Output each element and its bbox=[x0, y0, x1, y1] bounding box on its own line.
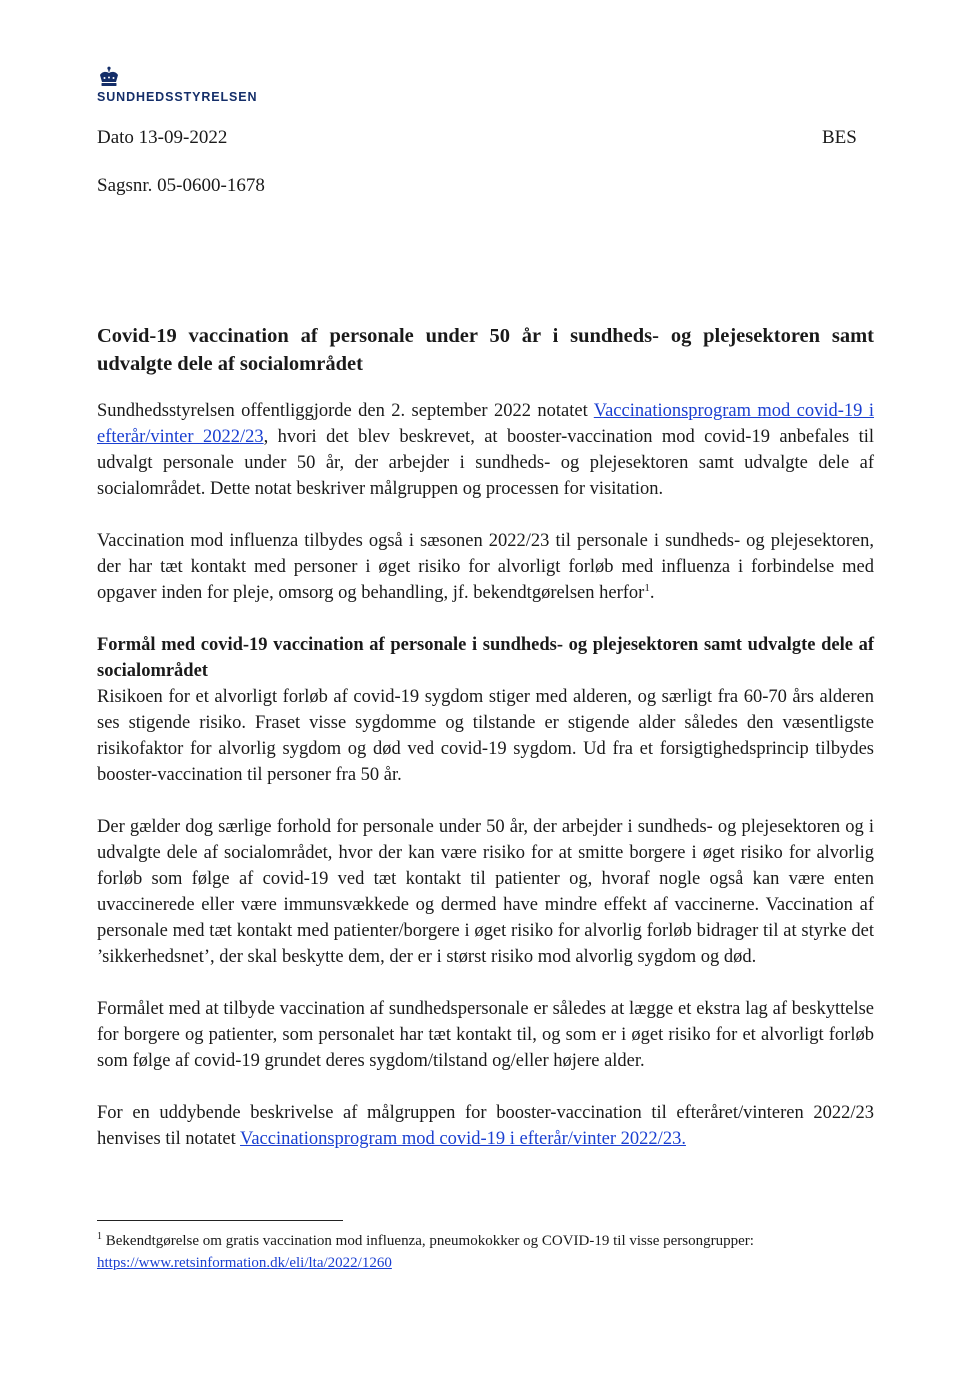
crown-icon bbox=[97, 66, 121, 90]
paragraph-reference bbox=[97, 1100, 874, 1152]
footnote-divider bbox=[97, 1220, 343, 1221]
paragraph-influenza bbox=[97, 528, 874, 606]
vaccinationsprogram-link-2[interactable]: Vaccinationsprogram mod covid-19 i efterår/vinter 2022/23. bbox=[240, 1129, 686, 1149]
document-body bbox=[97, 322, 874, 1152]
org-name: SUNDHEDSSTYRELSEN bbox=[97, 90, 258, 104]
document-title: Covid-19 vaccination af personale under 50 år i sundheds- og plejesektoren samt udvalgte dele af socialområdet bbox=[97, 325, 874, 375]
footnote bbox=[97, 1230, 877, 1274]
footnote-reference[interactable]: 1 bbox=[644, 581, 650, 594]
intro-text-start: Sundhedsstyrelsen offentliggjorde den 2. september 2022 notatet bbox=[97, 401, 594, 421]
reference-text: For en uddybende beskrivelse af målgruppen for booster-vaccination til efteråret/vinteren 2022/23 henvises til notatet bbox=[97, 1103, 874, 1149]
case-number: Sagsnr. 05-0600-1678 bbox=[97, 175, 265, 196]
retsinformation-link[interactable]: https://www.retsinformation.dk/eli/lta/2022/1260 bbox=[97, 1255, 392, 1271]
section-heading: Formål med covid-19 vaccination af personale i sundheds- og plejesektoren samt udvalgte dele af socialområdet bbox=[97, 635, 874, 681]
paragraph-intro bbox=[97, 398, 874, 502]
footnote-text: Bekendtgørelse om gratis vaccination mod influenza, pneumokokker og COVID-19 til visse persongrupper: bbox=[102, 1233, 754, 1249]
influenza-text: Vaccination mod influenza tilbydes også i sæsonen 2022/23 til personale i sundheds- og plejesektoren, der har tæt kontakt med personer i øget risiko for alvorligt forløb med influenza i forbindelse med opgaver inden for pleje, omsorg og behandling, jf. bekendtgørelsen herfor bbox=[97, 531, 874, 603]
influenza-text-end: . bbox=[649, 583, 655, 603]
sundhedsstyrelsen-logo bbox=[97, 66, 269, 104]
paragraph-personnel: Der gælder dog særlige forhold for personale under 50 år, der arbejder i sundheds- og plejesektoren og i udvalgte dele af socialområdet, hvor der kan være risiko for at smitte borgere i øget risiko for alvorlig forløb som følge af covid-19 ved tæt kontakt til patienter og, hvoraf nogle også kan være enten uvaccinerede eller være immunsvækkede og dermed have mindre effekt af vaccinerne. Vaccination af personale med tæt kontakt med patienter/borgere i øget risiko for alvorlig forløb bidrager til at styrke det ’sikkerhedsnet’, der skal beskytte dem, der er i størst risiko mod alvorlig sygdom og død. bbox=[97, 817, 874, 967]
footnote-number: 1 bbox=[97, 1231, 102, 1242]
paragraph-risk: Risikoen for et alvorligt forløb af covid-19 sygdom stiger med alderen, og særligt fra 60-70 års alderen ses stigende risiko. Fraset visse sygdomme og tilstande er stigende alder således den væsentligste risikofaktor for alvorlig sygdom og død ved covid-19 sygdom. Ud fra et forsigtighedsprincip tilbydes booster-vaccination til personer fra 50 år. bbox=[97, 687, 874, 785]
document-date: Dato 13-09-2022 bbox=[97, 127, 228, 148]
intro-text-end: , hvori det blev beskrevet, at booster-vaccination mod covid-19 anbefales til udvalgt personale under 50 år, der arbejder i sundheds- og plejesektoren samt udvalgte dele af socialområdet. Dette notat beskriver målgruppen og processen for visitation. bbox=[97, 427, 875, 499]
paragraph-purpose: Formålet med at tilbyde vaccination af sundhedspersonale er således at lægge et ekstra lag af beskyttelse for borgere og patienter, som personalet har tæt kontakt til, og som er i øget risiko for et alvorligt forløb som følge af covid-19 grundet deres sygdom/tilstand og/eller højere alder. bbox=[97, 999, 874, 1071]
vaccinationsprogram-link[interactable]: Vaccinationsprogram mod covid-19 i efterår/vinter 2022/23 bbox=[97, 401, 874, 447]
author-initials: BES bbox=[822, 127, 857, 148]
